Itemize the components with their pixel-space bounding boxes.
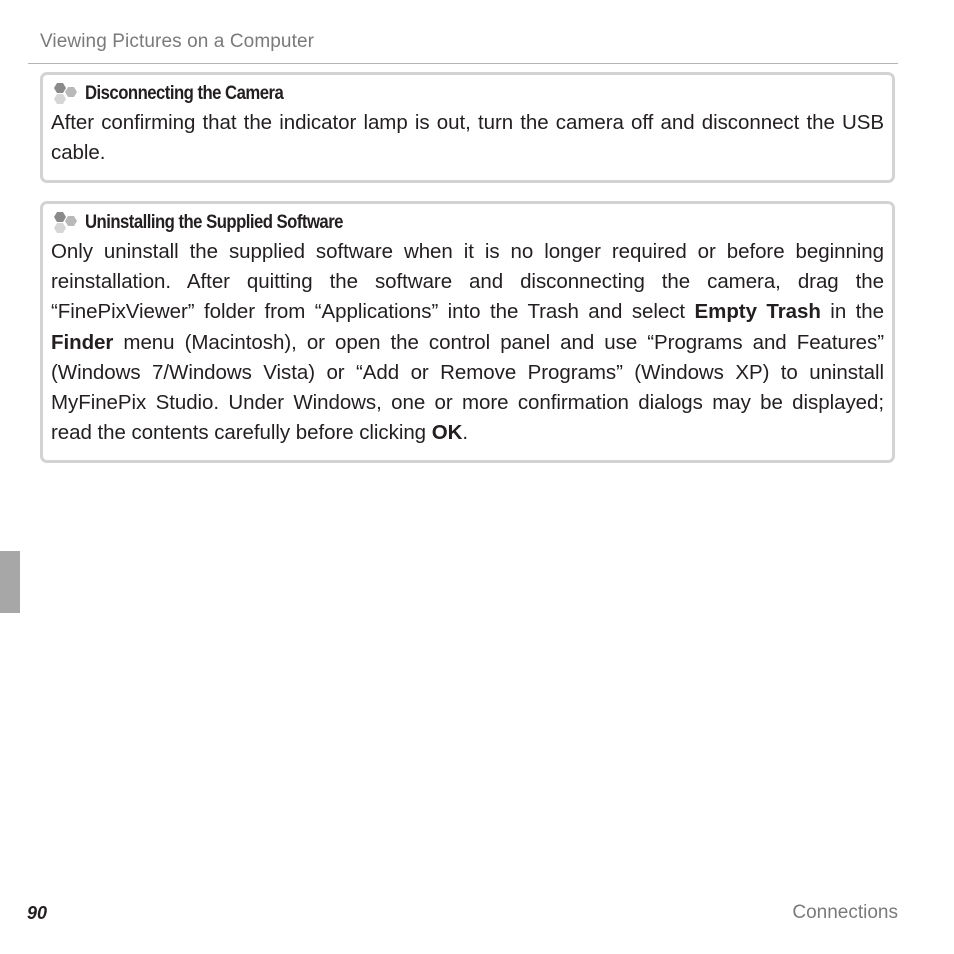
note-body bbox=[51, 108, 884, 168]
menu-name-finder: Finder bbox=[51, 330, 114, 354]
running-header: Viewing Pictures on a Computer bbox=[40, 31, 315, 52]
note-body bbox=[51, 237, 884, 448]
note-icon bbox=[51, 82, 81, 106]
button-name-ok: OK bbox=[431, 421, 463, 445]
note-body-text: After confirming that the indicator lamp is out, turn the camera off and disconnect the USB cable. bbox=[51, 111, 884, 165]
note-title: Uninstalling the Supplied Software bbox=[85, 212, 343, 233]
running-footer: Connections bbox=[792, 902, 898, 923]
note-box-disconnecting bbox=[40, 72, 895, 183]
menu-item-empty-trash: Empty Trash bbox=[694, 300, 821, 324]
header-divider bbox=[28, 63, 898, 64]
note-icon bbox=[51, 211, 81, 235]
note-body-text: Only uninstall the supplied software when it is no longer required or before beginning reinstallation. After quitting the software and disconnecting the camera, drag the “FinePixViewer” folder from “Applications” into the Trash and select bbox=[51, 240, 884, 324]
page-number: 90 bbox=[27, 903, 48, 923]
note-body-text: in the bbox=[820, 300, 884, 324]
note-body-text: menu (Macintosh), or open the control panel and use “Programs and Features” (Windows 7/Windows Vista) or “Add or Remove Programs” (Windows XP) to uninstall MyFinePix Studio. Under Windows, one or more confirmation dialogs may be displayed; read the contents carefully before clicking bbox=[51, 330, 884, 445]
note-title: Disconnecting the Camera bbox=[85, 83, 284, 104]
note-heading bbox=[51, 211, 884, 235]
note-heading bbox=[51, 82, 884, 106]
note-body-text: . bbox=[462, 421, 468, 445]
note-box-uninstalling bbox=[40, 201, 895, 463]
chapter-side-tab bbox=[0, 551, 20, 613]
